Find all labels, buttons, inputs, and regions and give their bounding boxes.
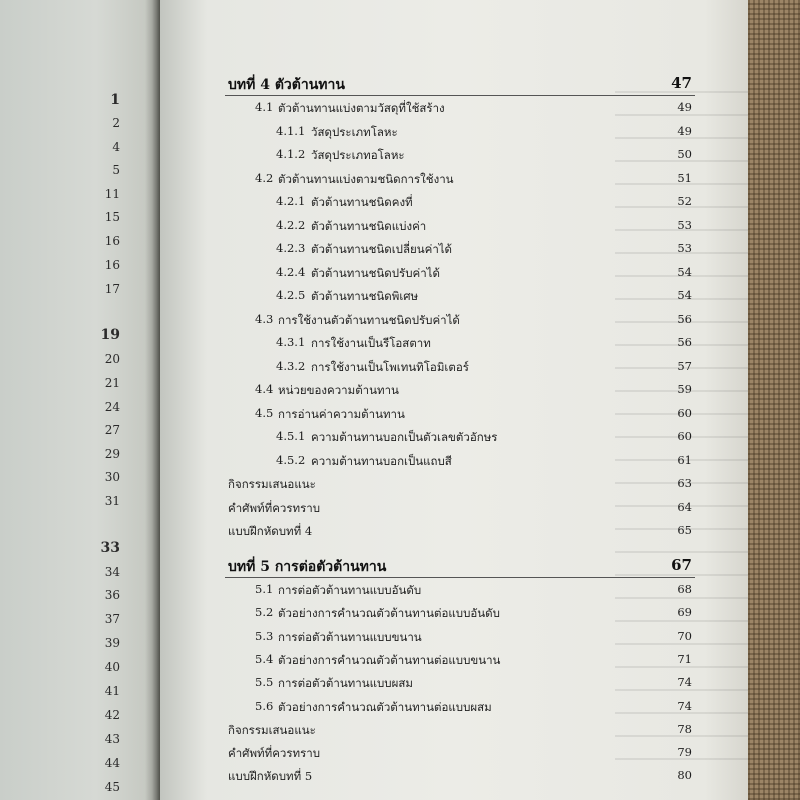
- left-page-number: 33: [100, 540, 120, 556]
- toc-entry-number: 4.5.2: [276, 452, 306, 467]
- page-gutter-shadow: [145, 0, 161, 800]
- toc-entry-title: ตัวต้านทานแบ่งตามวัสดุที่ใช้สร้าง: [278, 101, 445, 115]
- toc-entry-title: การต่อตัวต้านทานแบบขนาน: [278, 629, 422, 644]
- toc-entry-page: 64: [677, 499, 692, 514]
- toc-entry-title: การต่อตัวต้านทานแบบอันดับ: [278, 583, 422, 597]
- left-page-number: 39: [104, 636, 120, 650]
- toc-entry-page: 54: [677, 288, 692, 302]
- toc-entry-title: วัสดุประเภทโลหะ: [311, 124, 398, 139]
- toc-entry-title: กิจกรรมเสนอแนะ: [228, 477, 316, 491]
- toc-entry-title: การใช้งานเป็นรีโอสตาท: [311, 336, 431, 350]
- toc-entry-title: ตัวอย่างการคำนวณตัวต้านทานต่อแบบอันดับ: [278, 606, 500, 621]
- toc-entry-page: 56: [677, 335, 692, 349]
- left-page: [0, 0, 160, 800]
- chapter-5-title: บทที่ 5 การต่อตัวต้านทาน: [228, 559, 387, 575]
- toc-entry-number: 4.2: [255, 170, 274, 185]
- left-page-number: 19: [100, 327, 120, 343]
- toc-entry-number: 4.2.5: [276, 288, 306, 302]
- left-page-number: 36: [104, 588, 120, 602]
- left-page-number: 45: [104, 780, 120, 794]
- toc-entry-page: 49: [677, 123, 692, 138]
- toc-entry-title: การต่อตัวต้านทานแบบผสม: [278, 676, 413, 691]
- toc-entry-page: 57: [677, 358, 692, 373]
- left-page-number: 42: [104, 708, 120, 722]
- toc-entry-title: ตัวต้านทานแบ่งตามชนิดการใช้งาน: [278, 171, 454, 186]
- toc-entry-number: 4.5.1: [276, 429, 306, 443]
- chapter-4-rule: [225, 95, 695, 96]
- toc-entry-number: 4.3.1: [276, 335, 306, 349]
- toc-entry-page: 74: [677, 675, 692, 690]
- chapter-4-page: 47: [671, 74, 692, 92]
- left-page-number: 29: [104, 447, 120, 461]
- toc-entry-page: 54: [677, 264, 692, 279]
- toc-entry-page: 80: [677, 768, 692, 783]
- left-page-number: 24: [104, 400, 120, 414]
- toc-entry-number: 4.1.1: [276, 123, 306, 138]
- toc-entry-page: 70: [677, 628, 692, 643]
- left-page-number: 2: [112, 116, 120, 130]
- toc-entry-title: คำศัพท์ที่ควรทราบ: [228, 500, 321, 515]
- left-page-number: 44: [104, 756, 120, 770]
- toc-entry-page: 78: [677, 721, 692, 736]
- toc-entry-title: หน่วยของความต้านทาน: [278, 383, 399, 397]
- toc-entry-title: การใช้งานเป็นโพเทนทิโอมิเตอร์: [311, 359, 469, 374]
- toc-entry-title: กิจกรรมเสนอแนะ: [228, 722, 316, 737]
- toc-entry-page: 69: [677, 605, 692, 620]
- toc-entry-number: 5.1: [255, 582, 274, 596]
- left-page-numbers: [0, 0, 140, 800]
- left-page-number: 34: [104, 565, 120, 579]
- toc-entry-number: 4.2.3: [276, 241, 306, 255]
- left-page-number: 37: [104, 612, 120, 626]
- toc-entry-page: 60: [677, 429, 692, 443]
- left-page-number: 20: [104, 352, 120, 366]
- left-page-number: 4: [112, 140, 120, 154]
- toc-entry-page: 59: [677, 382, 692, 396]
- toc-entry-number: 4.5: [255, 405, 274, 420]
- toc-entry-title: การอ่านค่าความต้านทาน: [278, 406, 405, 421]
- toc-entry-number: 5.6: [255, 698, 274, 713]
- left-page-number: 16: [104, 234, 120, 248]
- left-page-number: 31: [104, 494, 120, 508]
- left-page-number: 40: [104, 660, 120, 674]
- toc-entry-number: 4.1.2: [276, 147, 306, 161]
- toc-entry-page: 49: [677, 100, 692, 114]
- toc-entry-number: 4.2.2: [276, 217, 306, 232]
- toc-entry-title: แบบฝึกหัดบทที่ 5: [228, 769, 313, 784]
- toc-entry-title: ตัวต้านทานชนิดคงที่: [311, 195, 413, 209]
- chapter-5-rule: [225, 577, 695, 578]
- left-page-number: 5: [112, 163, 120, 177]
- toc-entry-title: ตัวต้านทานชนิดปรับค่าได้: [311, 265, 440, 280]
- toc-entry-title: ตัวต้านทานชนิดแบ่งค่า: [311, 218, 427, 233]
- toc-entry-number: 5.3: [255, 628, 274, 643]
- chapter-4-title: บทที่ 4 ตัวต้านทาน: [228, 77, 345, 93]
- toc-entry-page: 52: [677, 194, 692, 208]
- burlap-background: [748, 0, 800, 800]
- toc-entry-title: แบบฝึกหัดบทที่ 4: [228, 524, 313, 538]
- left-page-number: 21: [104, 376, 120, 390]
- toc-entry-number: 5.4: [255, 651, 274, 666]
- toc-entry-title: ความต้านทานบอกเป็นแถบสี: [311, 453, 452, 468]
- left-page-number: 16: [104, 258, 120, 272]
- toc-entry-number: 4.2.1: [276, 194, 306, 208]
- left-page-number: 17: [104, 282, 120, 296]
- toc-entry-title: วัสดุประเภทอโลหะ: [311, 148, 405, 162]
- toc-entry-title: การใช้งานตัวต้านทานชนิดปรับค่าได้: [278, 312, 460, 327]
- left-page-number: 41: [104, 684, 120, 698]
- toc-entry-number: 4.3.2: [276, 358, 306, 373]
- toc-entry-page: 71: [677, 651, 692, 666]
- chapter-5-page: 67: [671, 556, 692, 574]
- toc-entry-number: 5.5: [255, 675, 274, 690]
- left-page-number: 15: [104, 210, 120, 224]
- toc-entry-page: 79: [677, 745, 692, 760]
- toc-entry-number: 4.4: [255, 382, 274, 396]
- toc-entry-page: 61: [677, 452, 692, 467]
- left-page-number: 1: [110, 92, 120, 108]
- toc-entry-title: ตัวต้านทานชนิดพิเศษ: [311, 289, 419, 303]
- toc-entry-page: 74: [677, 698, 692, 713]
- toc-entry-number: 4.1: [255, 100, 274, 114]
- toc-entry-number: 5.2: [255, 605, 274, 620]
- toc-entry-number: 4.3: [255, 311, 274, 326]
- toc-entry-page: 51: [677, 170, 692, 185]
- toc-entry-page: 56: [677, 311, 692, 326]
- toc-entry-title: ตัวต้านทานชนิดเปลี่ยนค่าได้: [311, 242, 453, 256]
- toc-entry-page: 65: [677, 523, 692, 537]
- toc-entry-page: 50: [677, 147, 692, 161]
- toc-entry-title: ตัวอย่างการคำนวณตัวต้านทานต่อแบบขนาน: [278, 652, 501, 667]
- toc-entry-page: 68: [677, 582, 692, 596]
- toc-entry-title: ตัวอย่างการคำนวณตัวต้านทานต่อแบบผสม: [278, 699, 492, 714]
- left-page-number: 11: [104, 187, 120, 201]
- toc-entry-page: 63: [677, 476, 692, 490]
- left-page-number: 27: [104, 423, 120, 437]
- left-page-number: 43: [104, 732, 120, 746]
- left-page-number: 30: [104, 470, 120, 484]
- toc-entry-title: คำศัพท์ที่ควรทราบ: [228, 746, 321, 761]
- toc-entry-page: 53: [677, 217, 692, 232]
- toc-entry-page: 60: [677, 405, 692, 420]
- toc-entry-number: 4.2.4: [276, 264, 306, 279]
- toc-entry-page: 53: [677, 241, 692, 255]
- toc-entry-title: ความต้านทานบอกเป็นตัวเลขตัวอักษร: [311, 430, 498, 444]
